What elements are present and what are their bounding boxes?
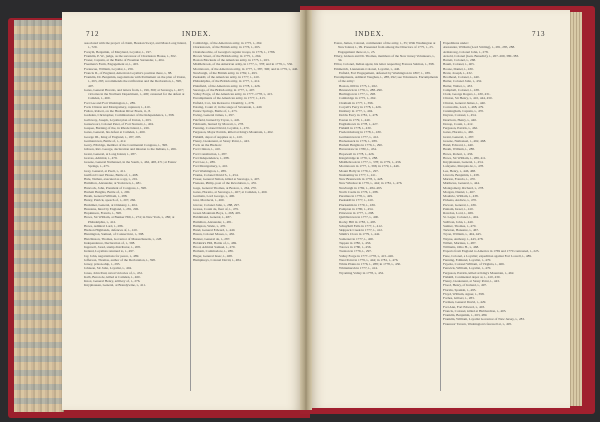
index-entry: Valley Forge, of the American army, in 1777–1778, i., 415. xyxy=(193,92,274,96)
index-entry: Fulton, Robert, on the Hudson River Boats, ii., 8. xyxy=(84,109,151,113)
index-entry: Heath, General William, i., 288. xyxy=(84,194,128,198)
index-entry: Guilford Court House, Battle of, i., 468. xyxy=(84,172,139,177)
index-entry: Fairfield, burned by Tryon, i., 445. xyxy=(193,117,241,122)
index-entry: Encampments of the American army, in 1777, i., 413. xyxy=(193,96,266,101)
index-entry: Ferguson, Major Patrick, killed at King's Mountain, i., 462. xyxy=(193,130,274,135)
index-entry: Heister, General de, i., 287. xyxy=(193,236,231,241)
index-entry: Hessians, hired by England, i., 281, 296. xyxy=(84,206,139,211)
index-entry: Hampton, Wade, i., 470. xyxy=(193,223,226,228)
index-entry: Franks, Colonel David S., i., 454. xyxy=(193,172,239,177)
index-entry: Plainfield, of the American army, in 1778, i., 426. xyxy=(193,83,261,88)
index-entry: Jefferson, Thomas, author of the Declaration, i., 398. xyxy=(84,257,156,262)
index-entry: Dobbs Ferry in 1781, i., 478. xyxy=(339,113,379,118)
index-entry: Johnson, Sir John, Loyalist, i., 404. xyxy=(84,266,132,271)
index-entry: Hobkirk's Hill, Battle of, i., 469. xyxy=(193,240,237,245)
index-entry: Schuylkill Falls in 1777, i., 412. xyxy=(339,223,383,228)
index-entry: Ewing, General James, i., 297. xyxy=(193,113,235,118)
column-divider xyxy=(190,41,191,391)
index-entry: Lee, Henry, i., 446, 468. xyxy=(443,168,476,173)
left-running-title: INDEX. xyxy=(182,30,212,38)
index-entry: Moultrie, William, i., 438. xyxy=(443,194,479,198)
index-entry: Putnam, Israel, i., 410. xyxy=(443,206,474,211)
index-entry: Jay, John, negotiations for peace, i., 489. xyxy=(84,253,140,258)
index-entry: Matthews, General, i., 444. xyxy=(443,181,480,186)
index-entry: Howe, Sir William, at Bunker Hill, i., 274; in New York, i., 286; at Philadelphia, i., 412. xyxy=(84,215,175,224)
index-entry: Pompton in 1780, i., 454. xyxy=(339,206,374,211)
index-entry: Hopewell in 1778, i., 426. xyxy=(339,151,375,156)
index-entry: Huntington, Samuel, of Connecticut, i., 398. xyxy=(84,232,145,237)
index-entry: Forsyth, Benjamin, of Maryland, Loyalist, i., 197. xyxy=(84,49,152,54)
index-entry: Charlestown, of the British army, in 1776, i., 265. xyxy=(193,45,261,50)
index-entry: Coryell's Ferry in 1778, i., 426. xyxy=(339,104,382,109)
index-entry: Boston, 600 in 1775, i., 262. xyxy=(339,83,378,88)
index-entry: Howe, Admiral Lord, i., 286. xyxy=(84,223,124,228)
index-entry: Greene, General Nathanael, in the South, i., 462, 468, 471; at Eutaw Springs, i., 473. xyxy=(84,160,177,169)
index-entry: Gates, General, his defeat at Camden, i., 460. xyxy=(84,130,146,135)
index-entry: Forts Clinton and Montgomery, captured, i., 410. xyxy=(84,104,151,109)
index-entry: Hopkinson, Francis, i., 398. xyxy=(84,211,122,215)
index-entry: Fishkill in 1778, i., 430. xyxy=(339,126,372,130)
index-entry: Dayton, Colonel, i., 454. xyxy=(443,113,477,118)
index-entry: Peekskill, of the American army, in 1777, i., 410. xyxy=(193,75,260,79)
index-entry: Jones, John Paul, naval victories of, i., 452. xyxy=(84,270,143,275)
index-entry: Hazen, Colonel Moses, i., 436. xyxy=(193,232,235,237)
index-entry: Mount Holly in 1776, i., 297. xyxy=(339,168,379,173)
index-entry: Morristown in 1777, i., 396; in 1779, i., 446. xyxy=(339,164,400,169)
index-entry: Exports from England to America in 1769 and 1770 contrasted, i., 225. xyxy=(443,249,540,254)
index-entry: Hale, Nathan, executed as a spy, i., 291. xyxy=(84,177,139,181)
index-entry: Fraser, General Simon, killed at Saratoga, i., 407. xyxy=(193,177,261,181)
index-entry: Jersey, prison-ship, i., 293. xyxy=(84,262,121,266)
index-entry: Hackensack in 1776, i., 289. xyxy=(339,138,378,143)
index-entry: Gerry, Elbridge, member of the Continental Congress, i., 398. xyxy=(84,143,168,147)
index-entry: Eaton, James, Colonel, commander of the army, i., 35; With Washington at New Island, i., 99. Presented from among the Directors of 1775, i., 25. Engagement there at, i., 25. xyxy=(334,41,436,54)
index-entry: North Castle in 1776, i., 288. xyxy=(339,189,379,194)
index-entry: Gadsden, Christopher, Commissioner of the Independence, i., 398. xyxy=(84,113,175,118)
index-entry: Fortescue, William, Loyalist, i., 256. xyxy=(84,66,134,71)
index-entry: Rocky Hill in 1783, i., 495. xyxy=(339,219,377,224)
index-entry: Gage, General Thomas, at Boston, i., 264, 270. xyxy=(193,185,257,190)
index-entry: Eutaw Springs, Battle of, i., 473. xyxy=(193,109,238,113)
index-entry: Middlebrook, of the American army, in 1777, i., 378; and in 1779, i., 536. xyxy=(193,62,293,67)
index-entry: Pluckemin in 1779, i., 436. xyxy=(339,202,376,207)
index-entry: Morgan, Daniel, i., 467. xyxy=(443,189,476,194)
index-entry: Marion, Francis, i., 470. xyxy=(443,177,476,181)
index-entry: Chatham in 1777, i., 396. xyxy=(339,100,374,105)
left-page-column-1 xyxy=(84,41,188,403)
index-entry: Heath, William, i., 288. xyxy=(443,147,475,152)
index-entry: Fort Clinton, i., 410. xyxy=(193,147,221,152)
index-entry: Montgomery, Richard, i., 278. xyxy=(443,185,485,190)
index-entry: Gaspee, Burning of the, in Rhode Island, i., 226. xyxy=(84,126,150,130)
index-entry: Haldimand, General, i., 487. xyxy=(193,215,232,220)
index-entry: Green Mountain Boys, i., 268, 405. xyxy=(193,211,242,215)
index-entry: Germantown in 1777, i., 412. xyxy=(339,134,379,139)
index-entry: Fleury, Lieutenant, at Stony Point, i., 443. xyxy=(193,138,250,143)
index-entry: Wayne, Anthony, i., 443, 478. xyxy=(443,236,484,241)
index-entry: Hand, General Edward, i., 440. xyxy=(193,228,236,232)
index-entry: Enfield, Col., his Retreat to Chambly, i., 278. xyxy=(193,100,255,105)
index-entry: Hotham, Commodore, i., 286. xyxy=(193,249,234,254)
index-entry: Ellery, Gideon and Dr. Thomas, members of the New Jersey Volunteers, i., 34. xyxy=(334,53,436,62)
index-entry: Fort Montgomery, i., 410. xyxy=(193,164,229,169)
index-entry: Donop, Count, i., 412. xyxy=(443,121,474,126)
index-entry: Fanning, Edmund, Loyalist, i., 470. xyxy=(443,257,492,262)
index-entry: associated with the project of claim, Hessian Swayl, and Mass Long Island, i., 729. xyxy=(84,41,187,50)
index-entry: Boston Blockade of the American army, in 1775, i., 263. xyxy=(193,58,270,62)
index-entry: Hood, Admiral Samuel, i., 479. xyxy=(193,245,236,249)
index-entry: Lafayette, Marquis de, i., 478. xyxy=(443,164,484,169)
index-entry: Cambridge in 1775, i., 262. xyxy=(339,96,377,101)
index-entry: St. Leger, Colonel, i., 404. xyxy=(443,215,479,220)
index-entry: Englishtown in 1778, i., 427. xyxy=(339,121,379,126)
index-entry: Grant, General, i., 287. xyxy=(443,134,475,139)
index-entry: New Windsor in 1779, i., 444; in 1781, i., 476. xyxy=(339,181,403,186)
index-entry: Fishkill, Continental depot at, i., 410, 430. xyxy=(443,274,501,279)
index-entry: Estaing, Count d', in the siege of Savannah, i., 440. xyxy=(193,104,263,109)
index-entry: Ireland, Loyalists returned to, i., 497. xyxy=(84,249,135,254)
index-entry: Sumter, Thomas, i., 470. xyxy=(443,223,477,228)
index-entry: Newburgh in 1782, i., 484–493. xyxy=(339,185,383,190)
index-entry: Galloway, Joseph, Loyalist plan of Union, i., 263. xyxy=(84,117,152,122)
index-entry: Gates, General Horatio, and letters from, i., 196, 360; at Saratoga, i., 407; victories in the Northern Department, i., 400; censured for the defeat at Camden, i., 460. xyxy=(84,87,185,101)
index-entry: Arnold, Colonel (Gen. Benedict), i., 267–269, 380–383. xyxy=(443,53,519,58)
index-entry: Germain, Lord George, i., 400. xyxy=(193,194,236,198)
index-entry: Ingersoll, Jared, stamp distributor, i., 208. xyxy=(84,245,141,249)
index-entry: White Plains in 1776, i., 288; in 1778, i., 430. xyxy=(339,262,401,266)
index-entry: Fanning, Colonel David, Loyalist, i., 470. xyxy=(193,126,250,130)
index-entry: Middlebrook in 1777, i., 378; in 1779, i., 436. xyxy=(339,160,402,164)
index-entry: Alexander, William (Lord Stirling), i., 281, 285, 288. xyxy=(443,45,515,50)
index-entry: Herkimer, General, at Oriskany, i., 404. xyxy=(84,202,138,207)
index-entry: Butler, Colonel John, i., 432. xyxy=(443,79,483,84)
index-entry: Independence, Declaration of, i., 398. xyxy=(84,240,136,245)
index-entry: Florida, Spanish, i., 495. xyxy=(443,287,477,292)
index-entry: Ferguson, Patrick, i., 462. xyxy=(443,126,478,130)
index-entry: Trenton in 1776, i., 297. xyxy=(339,249,372,254)
index-entry: Clinton, General James, i., 440. xyxy=(443,100,486,105)
index-entry: Neshaminy in 1777, i., 411. xyxy=(339,172,377,177)
index-entry: Elliot, Colonel, Indian agent, his letter respecting Frances Salmon, i., 398. xyxy=(334,62,435,67)
index-entry: Forts on the Hudson: xyxy=(193,143,222,147)
index-entry: Whitemarsh in 1777, i., 414. xyxy=(339,266,378,271)
index-entry: Enfield, Fort Engagement, defeated by Washington in 1867, i., 189. xyxy=(339,70,431,75)
index-entry: Fort Washington, i., 289. xyxy=(193,168,227,173)
index-entry: Williams, Otho H., i., 468. xyxy=(443,245,480,249)
index-entry: Burlington in 1777, i., 298. xyxy=(339,92,376,96)
index-entry: New Brunswick in 1778, i., 428. xyxy=(339,177,384,181)
index-entry: Brunswick in 1776, i., 288–290. xyxy=(339,87,383,92)
index-entry: Expeditions under: xyxy=(443,41,469,45)
right-running-title: INDEX. xyxy=(355,30,385,38)
index-entry: Smith's Clove in 1779, i., 442. xyxy=(339,232,381,237)
index-entry: Flood, Henry, of Ireland, i., 497. xyxy=(443,283,487,288)
index-entry: Wyoming Valley in 1778, i., 432. xyxy=(339,270,385,275)
index-entry: Howe, Sir William, i., 286, 411. xyxy=(443,155,487,160)
index-entry: Knyphausen, General, i., 454. xyxy=(443,160,484,164)
index-entry: Ferguson, Patrick, killed at King's Mountain, i., 462. xyxy=(443,270,515,275)
index-entry: Greene, Nathanael, i., 462, 468. xyxy=(443,138,487,143)
index-entry: Freeman's Farm, Engagement at, i., 403. xyxy=(84,62,139,67)
index-entry: Freneau, Philip, poet of the Revolution, i., 455. xyxy=(193,181,257,186)
index-entry: Fenwick, William, Loyalist, i., 470. xyxy=(443,266,492,271)
index-entry: Tappan in 1780, i., 456. xyxy=(339,240,372,245)
index-entry: Emmerich, Lieutenant-Colonel, Loyalist, i., 446. xyxy=(334,66,401,71)
index-entry: Rawdon, Lord, i., 469. xyxy=(443,211,474,215)
index-entry: Germantown, Battle of, i., 412. xyxy=(84,138,127,143)
index-entry: Howe, Robert, i., 436. xyxy=(443,151,474,156)
index-entry: Campbell, Colonel, i., 438. xyxy=(443,87,480,92)
index-entry: Grant, General, at Long Island, i., 287. xyxy=(84,151,137,156)
index-entry: Hudson Highlands, defences of, i., 410. xyxy=(84,228,138,232)
index-entry: Kingsbridge in 1776, i., 288. xyxy=(339,155,378,160)
index-entry: Fishkill, depot of supplies at, i., 410. xyxy=(193,134,243,139)
index-entry: Cornwallis, Lord, i., 468, 479. xyxy=(443,104,485,109)
column-divider xyxy=(440,41,441,391)
right-page-column-2 xyxy=(443,41,559,403)
index-entry: Paramus in 1778, i., 429. xyxy=(339,194,373,198)
index-entry: Brodhead, Colonel, i., 440. xyxy=(443,75,480,79)
index-entry: Kalb, Baron de, killed at Camden, i., 460. xyxy=(84,274,141,279)
index-entry: Princeton in 1777, i., 298. xyxy=(339,211,375,215)
index-entry: Fleury, Lieutenant, at Stony Point, i., 443. xyxy=(443,279,500,283)
index-entry: Easton in 1779, i., 440. xyxy=(339,117,371,122)
index-entry: Brant, Joseph, i., 432. xyxy=(443,70,473,75)
index-entry: George III., King of England, i., 187, 205. xyxy=(84,134,142,139)
index-entry: Encampments, Admiral Vaughan, i., 288, 292; see Volunteers. Encampments of the army: xyxy=(334,75,438,84)
index-entry: Pickens, Andrew, i., 470. xyxy=(443,198,477,203)
index-entry: Fayette, Colonel William, of Virginia, i., 466. xyxy=(443,262,505,266)
index-entry: Gibson, Rev. George, declaration and mission to the Indians, i., 266. xyxy=(84,147,177,152)
index-entry: Armstrong, Colonel John, i., 278. xyxy=(443,49,489,54)
index-entry: Baum, Colonel, i., 405. xyxy=(443,62,475,67)
index-entry: Franklin, P. W., judge, as the successor of Charleston House, i., 302. xyxy=(84,53,177,58)
index-entry: Fort Lee and Fort Washington, i., 289. xyxy=(84,100,136,105)
index-entry: Gates, Horatio, at Saratoga, i., 407; at Camden, i., 460. xyxy=(193,189,268,194)
index-entry: Saratoga, of the British army, in 1777, i., 407. xyxy=(193,87,256,92)
index-entry: Fredericksburg in 1778, i., 430. xyxy=(339,130,382,135)
index-entry: Gansevoort, Colonel Peter, of Fort Stanwix, i., 404. xyxy=(84,121,154,126)
index-entry: Clark, George Rogers, i., 430, 431. xyxy=(443,92,491,96)
index-entry: Franklin, William, Loyalist Governor of New Jersey, i., 283. xyxy=(443,317,525,322)
index-entry: Somerset in 1777, i., 400. xyxy=(339,236,374,241)
index-entry: Grasse, Count de, fleet of, i., 479. xyxy=(193,206,239,211)
index-entry: Peekskill in 1777, i., 410. xyxy=(339,198,374,203)
index-entry: Floyd, William, signer, i., 398. xyxy=(443,291,485,296)
right-page-column-1 xyxy=(334,41,438,403)
index-entry: Prevost, General, i., 436. xyxy=(443,202,477,207)
index-entry: Francis, Colonel, killed at Hubbardton, i., 403. xyxy=(443,308,507,313)
index-entry: Sullivan, John, i., 440. xyxy=(443,219,474,224)
index-entry: Francis II., of England, American Loyalist's position there, i., 88. xyxy=(84,70,173,75)
index-entry: West Point in 1779, i., 444; in 1781, i., 476. xyxy=(339,257,399,262)
index-entry: Morristown, of the American army, in 1777, i., 387, 396; and in 1779, i., 446. xyxy=(193,66,299,71)
index-entry: Henry, Patrick, speech of, i., 207, 266. xyxy=(84,198,137,203)
index-entry: Fort Constitution, i., 287. xyxy=(193,151,228,156)
index-entry: Glover, Colonel John, i., 288, 297. xyxy=(193,202,240,207)
left-page-column-2 xyxy=(193,41,299,403)
index-entry: Willett, Marinus, i., 487. xyxy=(443,240,477,245)
index-entry: Hancock, John, President of Congress, i., 398. xyxy=(84,185,147,190)
index-entry: Frazer, Captain, at the Battle of Freeman Surrender, i., 404. xyxy=(84,58,165,62)
index-entry: Fort Independence, i., 288. xyxy=(193,155,230,160)
index-entry: Forbes, Gilbert, i., 283. xyxy=(443,296,475,300)
index-entry: Knyphausen, General, at Brandywine, i., 411. xyxy=(84,283,146,288)
index-entry: Hutchinson, Thomas, Governor of Massachusetts, i., 228. xyxy=(84,236,163,241)
index-entry: Hamilton, Alexander, i., 481. xyxy=(193,219,233,224)
index-entry: Quibbletown in 1777, i., 400. xyxy=(339,215,379,220)
index-entry: Boone, Daniel, i., 430. xyxy=(443,66,474,71)
index-entry: Fane, Colonel, a Loyalist; expedition against Fort Lowell, i., 489. xyxy=(443,253,532,258)
index-entry: Franklin, Benjamin, i., 263, 489. xyxy=(443,313,488,317)
marbled-fore-edge xyxy=(14,20,64,412)
book-gutter xyxy=(300,10,312,410)
index-entry: Valley Forge in 1777–1778, i., 415–426. xyxy=(339,253,394,258)
index-entry: Huger, General Isaac, i., 468. xyxy=(193,253,233,258)
index-entry: Hand, Edward, i., 440. xyxy=(443,143,474,147)
index-entry: Humphreys, Colonel David, i., 484. xyxy=(193,257,242,262)
index-entry: Fort Ann, Fort Edward, i., 403. xyxy=(443,304,486,309)
index-entry: Totowa in 1780, i., 456. xyxy=(339,245,372,249)
index-entry: Barrett, Colonel, i., 268. xyxy=(443,58,476,62)
right-page-number: 713 xyxy=(532,30,546,38)
page-edge-right xyxy=(568,12,582,406)
index-entry: Fort Lee, i., 289. xyxy=(193,160,216,164)
index-entry: Gist, Mordecai, i., 460. xyxy=(193,198,225,203)
index-entry: Danbury in 1777, i., 404. xyxy=(339,109,374,113)
index-entry: Lincoln, Benjamin, i., 438. xyxy=(443,172,480,177)
index-entry: Dearborn, Henry, i., 440. xyxy=(443,117,477,122)
index-entry: Falmouth, burned by Mowatt, i., 278. xyxy=(193,121,244,126)
index-entry: Gates, Horatio, i., 460. xyxy=(443,130,474,135)
index-entry: Newburgh, of the British army, in 1782, i., 493. xyxy=(193,70,258,75)
index-entry: Knox, General Henry, artillery of, i., 276. xyxy=(84,279,141,283)
index-entry: Chattahoochie, of Georgia's regular troops, in 1776, i., 1786. xyxy=(193,49,276,54)
index-entry: Butler, Walter, i., 433. xyxy=(443,83,473,88)
left-page-number: 712 xyxy=(86,30,100,38)
index-entry: Cambridge, of the American army, in 1775, i., 262. xyxy=(193,41,263,45)
index-entry: Skippack Creek in 1777, i., 412. xyxy=(339,228,383,232)
index-entry: Brown Street, of the British army, in 1775, i., 264. xyxy=(193,53,262,58)
index-entry: Grey, General, at Paoli, i., 411. xyxy=(84,168,126,173)
index-entry: Tarleton, Banastre, i., 467. xyxy=(443,228,479,232)
index-entry: Franklin, Dr. Benjamin, negotiations with Parliament on the plan of Union, i., 263, 265; recommends the ratification and the Declaration, i., 398, 407. xyxy=(84,75,186,88)
index-entry: Graves, Admiral, i., 479. xyxy=(84,155,118,160)
index-entry: Tryon, William, i., 404, 445. xyxy=(443,232,482,237)
index-entry: Harlem Heights in 1776, i., 290. xyxy=(339,143,383,147)
index-entry: Fraunces' Tavern, Washington's farewell at, i., 495. xyxy=(443,321,513,326)
index-entry: Hamilton, Alexander, at Yorktown, i., 481. xyxy=(84,181,142,186)
index-entry: Philadelphia, of the British army, in 1777, i., 412. xyxy=(193,79,261,84)
index-entry: Forman, General David, i., 429. xyxy=(443,300,487,305)
index-entry: Clinton, Sir Henry, i., 410, 444, 450. xyxy=(443,96,493,101)
index-entry: Cunningham, Captain, i., 470. xyxy=(443,109,484,113)
index-entry: Harlem Heights, Battle of, i., 290. xyxy=(84,189,131,194)
index-entry: Haverstraw in 1780, i., 454. xyxy=(339,147,377,152)
